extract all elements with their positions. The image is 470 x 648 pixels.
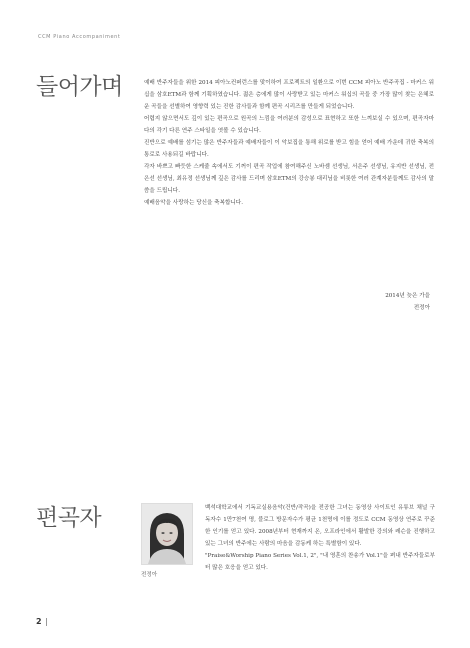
signature bbox=[280, 290, 430, 314]
photo-caption: 전정아 bbox=[141, 572, 158, 578]
page-number: 2 bbox=[36, 617, 42, 626]
intro-body bbox=[144, 77, 434, 209]
author-body bbox=[205, 502, 435, 574]
intro-paragraph: 각자 바쁘고 빠듯한 스케줄 속에서도 기꺼이 편곡 작업에 참여해주신 노바셈 선생님, 서은주 선생님, 유지반 선생님, 전은선 선생님, 최유정 선생님께 깊은 감사를 드리며 삼호ETM의 강승봉 대리님을 비롯한 여러 관계자분들께도 감사의 말씀을 드립니다. bbox=[144, 164, 434, 194]
intro-paragraph: 예배음악을 사랑하는 당신을 축복합니다. bbox=[144, 200, 243, 206]
signature-date: 2014년 늦은 가을 bbox=[385, 293, 430, 299]
running-header: CCM Piano Accompaniment bbox=[38, 34, 121, 40]
author-paragraph: 백석대학교에서 기독교실용음악(건반/작곡)을 전공한 그녀는 동영상 사이트인 유튜브 채널 구독자수 1만7천여 명, 블로그 방문자수가 평균 1천명에 이를 정도로 CCM 동영상 연주로 꾸준한 인기를 얻고 있다. 2008년부터 현재까지 온, 오프라인에서 활발한 강의와 레슨을 진행하고 있는 그녀의 반주에는 사람의 마음을 감동케 하는 특별함이 있다. bbox=[205, 505, 435, 547]
author-photo bbox=[141, 503, 193, 565]
intro-paragraph: 예배 반주자들을 위한 2014 피아노컨퍼런스를 맞이하여 프로젝트의 일환으로 이번 CCM 피아노 반주곡집 - 마커스 워십을 삼호ETM과 함께 기획하였습니다. 젊은 층에게 많이 사랑받고 있는 마커스 워십의 곡들 중 가장 많이 찾는 은혜로운 곡들을 선별하여 영향력 있는 진한 감사들과 함께 편곡 시리즈를 만들게 되었습니다. bbox=[144, 80, 434, 110]
intro-paragraph: 어렵지 않으면서도 깊이 있는 편곡으로 원곡의 느낌을 여러분의 감성으로 표현하고 또한 느껴보실 수 있으며, 편곡자마다의 각기 다른 연주 스타일을 엿볼 수 있습니다. bbox=[144, 116, 434, 134]
intro-paragraph: 진반으로 예배를 섬기는 많은 반주자들과 예배자들이 이 악보집을 통해 위로를 받고 힘을 얻어 예배 가운데 귀한 축복의 통로로 사용되길 바랍니다. bbox=[144, 140, 434, 158]
author-paragraph: "Praise&Worship Piano Series Vol.1, 2", "내 영혼의 찬송가 Vol.1"을 펴내 반주자들로부터 많은 호응을 얻고 있다. bbox=[205, 553, 435, 571]
signature-name: 전정아 bbox=[413, 305, 430, 311]
intro-title: 들어가며 bbox=[36, 74, 123, 100]
author-title: 편곡자 bbox=[36, 505, 102, 531]
page-number-divider bbox=[46, 618, 47, 626]
